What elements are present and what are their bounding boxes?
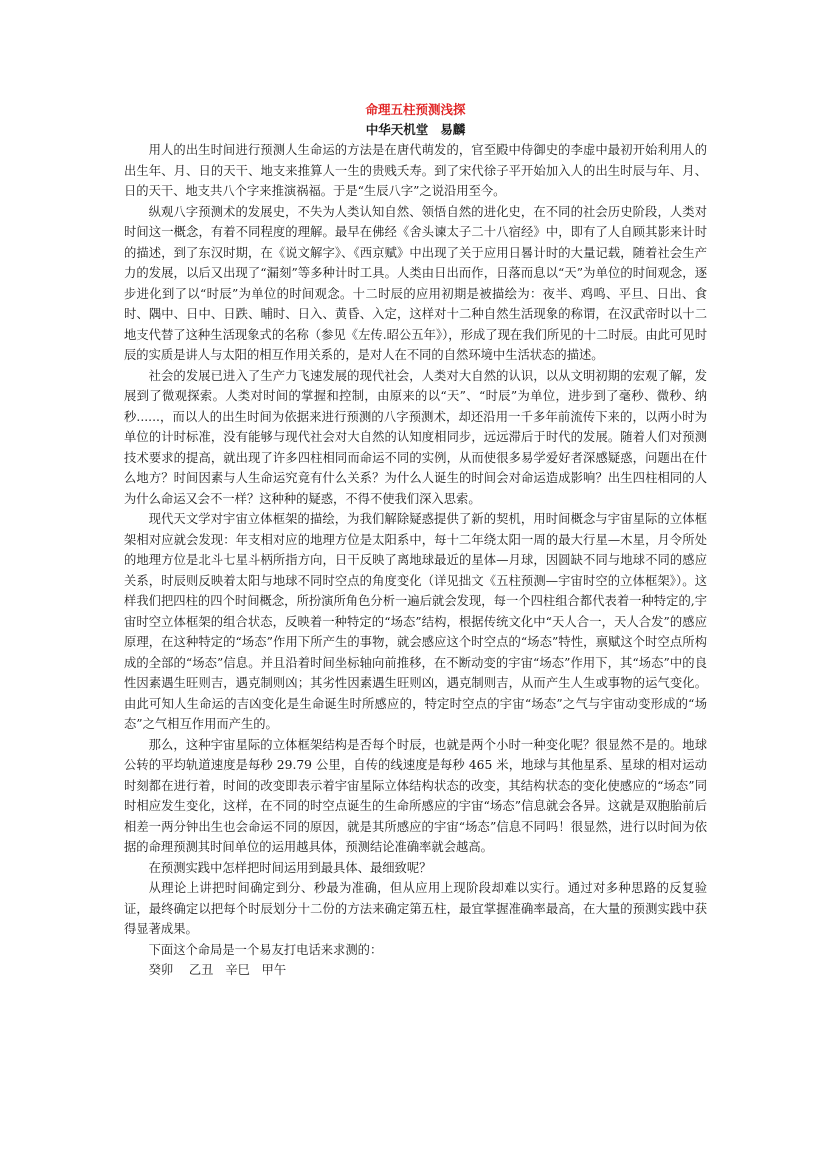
year-pillar: 癸卯 <box>148 963 174 977</box>
paragraph: 社会的发展已进入了生产力飞速发展的现代社会，人类对大自然的认识，以从文明初期的宏观了解，发展到了微观探索。人类对时间的掌握和控制，由原来的以“天”、“时辰”为单位，进步到了毫秒、微秒、纳秒......，而以人的出生时间为依据来进行预测的八字预测术，却还沿用一千多年前流传下来的，以两小时为单位的计时标准，没有能够与现代社会对大自然的认知度相同步，远远滞后于时代的发展。随着人们对预测技术要求的提高，就出现了许多四柱相同而命运不同的实例，从而使很多易学爱好者深感疑惑，问题出在什么地方？时间因素与人生命运究竟有什么关系？为什么人诞生的时间会对命运造成影响？出生四柱相同的人为什么命运又会不一样？这种种的疑惑，不得不使我们深入思索。 <box>124 368 707 506</box>
bazi-pillars <box>124 960 707 981</box>
document-title: 命理五柱预测浅探 <box>365 102 466 117</box>
author-line <box>124 122 707 138</box>
hour-pillar: 甲午 <box>261 963 287 977</box>
paragraph: 从理论上讲把时间确定到分、秒最为准确，但从应用上现阶段却难以实行。通过对多种思路的反复验证，最终确定以把每个时辰划分十二份的方法来确定第五柱，最宜掌握准确率最高，在大量的预测实践中获得显著成果。 <box>124 881 707 936</box>
paragraph: 那么，这种宇宙星际的立体框架结构是否每个时辰，也就是两个小时一种变化呢？很显然不是的。地球公转的平均轨道速度是每秒 29.79 公里，自传的线速度是每秒 465 米，地球与其他星系、星球的相对运动时刻都在进行着，时间的改变即表示着宇宙星际立体结构状态的改变，其结构状态的变化使感应的“场态”同时相应发生变化，这样，在不同的时空点诞生的生命所感应的宇宙“场态”信息就会各异。这就是双胞胎前后相差一两分钟出生也会命运不同的原因，就是其所感应的宇宙“场态”信息不同吗！很显然，进行以时间为依据的命理预测其时间单位的运用越具体，预测结论准确率就会越高。 <box>124 737 707 854</box>
paragraph: 用人的出生时间进行预测人生命运的方法是在唐代萌发的，官至殿中侍御史的李虚中最初开始利用人的出生年、月、日的天干、地支来推算人一生的贵贱夭寿。到了宋代徐子平开始加入人的出生时辰与年、月、日的天干、地支共八个字来推演祸福。于是“生辰八字”之说沿用至今。 <box>124 143 707 198</box>
author-name: 易麟 <box>440 122 466 137</box>
month-pillar: 乙丑 <box>188 963 214 977</box>
paragraph: 在预测实践中怎样把时间运用到最具体、最细致呢？ <box>148 860 432 875</box>
document-page <box>124 102 707 981</box>
author-organization: 中华天机堂 <box>365 122 429 137</box>
paragraph: 下面这个命局是一个易友打电话来求测的： <box>148 942 383 957</box>
day-pillar: 辛巳 <box>225 963 250 977</box>
paragraph: 现代天文学对宇宙立体框架的描绘，为我们解除疑惑提供了新的契机，用时间概念与宇宙星际的立体框架相对应就会发现：年支相对应的地理方位是太阳系中，每十二年绕太阳一周的最大行星—木星，月令所处的地理方位是北斗七星斗柄所指方向，日干反映了离地球最近的星体—月球，因圆缺不同与地球不同的感应关系，时辰则反映着太阳与地球不同时空点的角度变化（详见拙文《五柱预测—宇宙时空的立体框架》）。这样我们把四柱的四个时间概念，所扮演所角色分析一遍后就会发现，每一个四柱组合都代表着一种特定的,宇宙时空立体框架的组合状态，反映着一种特定的“场态”结构，根据传统文化中“天人合一，天人合发”的感应原理，在这种特定的“场态”作用下所产生的事物，就会感应这个时空点的“场态”特性，禀赋这个时空点所构成的全部的“场态”信息。并且沿着时间坐标轴向前推移，在不断动变的宇宙“场态”作用下，其“场态”中的良性因素遇生旺则吉，遇克制则凶；其劣性因素遇生旺则凶，遇克制则吉，从而产生人生或事物的运气变化。由此可知人生命运的吉凶变化是生命诞生时所感应的，特定时空点的宇宙“场态”之气与宇宙动变形成的“场态”之气相互作用而产生的。 <box>124 512 707 731</box>
paragraph: 纵观八字预测术的发展史，不失为人类认知自然、领悟自然的进化史，在不同的社会历史阶段，人类对时间这一概念，有着不同程度的理解。最早在佛经《舍头谏太子二十八宿经》中，即有了人自顾其影来计时的描述，到了东汉时期，在《说文解字》、《西京赋》中出现了关于应用日晷计时的大量记载，随着社会生产力的发展，以后又出现了“漏刻”等多种计时工具。人类由日出而作，日落而息以“天”为单位的时间观念，逐步进化到了以“时辰”为单位的时间观念。十二时辰的应用初期是被描绘为：夜半、鸡鸣、平旦、日出、食时、隅中、日中、日跌、晡时、日入、黄昏、入定，这样对十二种自然生活现象的称谓，在汉武帝时以十二地支代替了这种生活现象式的名称（参见《左传.昭公五年》），形成了现在我们所见的十二时辰。由此可见时辰的实质是讲人与太阳的相互作用关系的，是对人在不同的自然环境中生活状态的描述。 <box>124 204 707 362</box>
